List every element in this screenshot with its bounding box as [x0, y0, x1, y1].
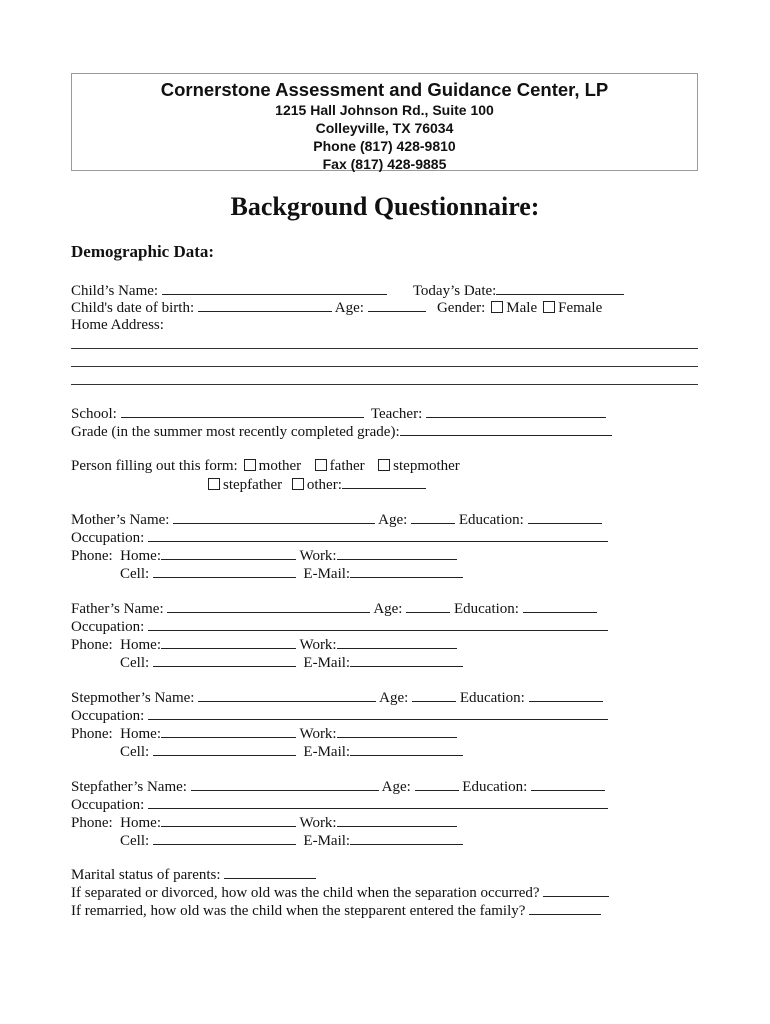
- stepmother-name-row: [71, 688, 603, 707]
- stepfather-phone-row: [71, 813, 457, 832]
- father-occupation-row: [71, 617, 608, 636]
- stepmother-age-field[interactable]: [412, 688, 456, 702]
- male-checkbox[interactable]: [491, 301, 503, 313]
- mother-education-label: Education:: [458, 512, 524, 528]
- stepmother-name-field[interactable]: [198, 688, 376, 702]
- father-name-label: Father’s Name:: [71, 601, 164, 617]
- mother-option: mother: [258, 458, 302, 474]
- other-checkbox[interactable]: [292, 478, 304, 490]
- person-filling-row-2: [202, 475, 426, 494]
- mother-email-label: E-Mail:: [303, 566, 351, 582]
- mother-cell-field[interactable]: [153, 564, 296, 578]
- teacher-label: Teacher:: [370, 406, 423, 422]
- father-work-label: Work:: [299, 637, 337, 653]
- mother-name-field[interactable]: [173, 510, 375, 524]
- stepfather-name-row: [71, 777, 605, 796]
- person-filling-row: [71, 457, 460, 475]
- dob-row: [71, 298, 602, 317]
- grade-row: [71, 422, 612, 441]
- mother-cell-label: Cell:: [120, 566, 150, 582]
- school-label: School:: [71, 406, 117, 422]
- father-education-field[interactable]: [523, 599, 597, 613]
- mother-occupation-field[interactable]: [148, 528, 608, 542]
- child-name-label: Child’s Name:: [71, 283, 159, 299]
- father-cell-label: Cell:: [120, 655, 150, 671]
- stepmother-occupation-row: [71, 706, 608, 725]
- letterhead: [71, 73, 698, 171]
- other-option: other:: [306, 477, 342, 493]
- father-name-field[interactable]: [167, 599, 370, 613]
- address-line-2[interactable]: [71, 366, 698, 367]
- mother-occupation-row: [71, 528, 608, 547]
- stepfather-age-label: Age:: [381, 779, 411, 795]
- stepmother-home-label: Phone: Home:: [71, 726, 161, 742]
- fax-number: Fax (817) 428-9885: [322, 156, 447, 172]
- father-option: father: [329, 458, 365, 474]
- stepmother-occupation-field[interactable]: [148, 706, 608, 720]
- age-field[interactable]: [368, 298, 426, 312]
- mother-age-field[interactable]: [411, 510, 455, 524]
- stepfather-occupation-field[interactable]: [148, 795, 608, 809]
- father-work-field[interactable]: [337, 635, 457, 649]
- stepmother-checkbox[interactable]: [378, 459, 390, 471]
- mother-home-field[interactable]: [161, 546, 296, 560]
- stepmother-email-label: E-Mail:: [303, 744, 351, 760]
- todays-date-field[interactable]: [496, 281, 624, 295]
- father-email-field[interactable]: [350, 653, 463, 667]
- father-phone-row: [71, 635, 457, 654]
- stepfather-cell-label: Cell:: [120, 833, 150, 849]
- grade-label: Grade (in the summer most recently completed grade):: [71, 424, 400, 440]
- mother-name-label: Mother’s Name:: [71, 512, 170, 528]
- stepfather-cell-field[interactable]: [153, 831, 296, 845]
- stepmother-education-label: Education:: [459, 690, 525, 706]
- mother-cell-row: [120, 564, 463, 583]
- father-education-label: Education:: [453, 601, 519, 617]
- dob-label: Child's date of birth:: [71, 300, 195, 316]
- section-heading-demographic: Demographic Data:: [71, 242, 215, 261]
- female-checkbox[interactable]: [543, 301, 555, 313]
- stepfather-age-field[interactable]: [415, 777, 459, 791]
- teacher-field[interactable]: [426, 404, 606, 418]
- stepfather-cell-row: [120, 831, 463, 850]
- father-age-field[interactable]: [406, 599, 450, 613]
- stepmother-occupation-label: Occupation:: [71, 708, 145, 724]
- person-filling-label: Person filling out this form:: [71, 458, 238, 474]
- stepfather-occupation-label: Occupation:: [71, 797, 145, 813]
- mother-home-label: Phone: Home:: [71, 548, 161, 564]
- organization-name: Cornerstone Assessment and Guidance Center, LP: [160, 79, 609, 100]
- stepmother-email-field[interactable]: [350, 742, 463, 756]
- stepmother-work-label: Work:: [299, 726, 337, 742]
- stepmother-option: stepmother: [393, 458, 460, 474]
- marital-status-label: Marital status of parents:: [71, 867, 221, 883]
- stepfather-education-label: Education:: [462, 779, 528, 795]
- other-field[interactable]: [342, 475, 426, 489]
- stepfather-work-field[interactable]: [337, 813, 457, 827]
- father-occupation-label: Occupation:: [71, 619, 145, 635]
- school-row: [71, 404, 606, 423]
- stepmother-education-field[interactable]: [529, 688, 603, 702]
- stepfather-email-label: E-Mail:: [303, 833, 351, 849]
- stepfather-education-field[interactable]: [531, 777, 605, 791]
- remarried-age-field[interactable]: [529, 901, 601, 915]
- stepfather-home-label: Phone: Home:: [71, 815, 161, 831]
- father-name-row: [71, 599, 597, 618]
- stepmother-name-label: Stepmother’s Name:: [71, 690, 195, 706]
- separation-age-label: If separated or divorced, how old was the child when the separation occurred?: [71, 885, 540, 901]
- stepfather-home-field[interactable]: [161, 813, 296, 827]
- street-address: 1215 Hall Johnson Rd., Suite 100: [275, 102, 494, 118]
- stepfather-occupation-row: [71, 795, 608, 814]
- mother-education-field[interactable]: [528, 510, 602, 524]
- father-home-label: Phone: Home:: [71, 637, 161, 653]
- male-label: Male: [506, 300, 538, 316]
- page-title: Background Questionnaire:: [230, 192, 540, 221]
- stepfather-work-label: Work:: [299, 815, 337, 831]
- stepfather-option: stepfather: [223, 477, 283, 493]
- stepmother-home-field[interactable]: [161, 724, 296, 738]
- stepmother-age-label: Age:: [379, 690, 409, 706]
- female-label: Female: [558, 300, 603, 316]
- school-field[interactable]: [121, 404, 364, 418]
- stepfather-name-label: Stepfather’s Name:: [71, 779, 187, 795]
- home-address-label: Home Address:: [71, 317, 164, 333]
- dob-field[interactable]: [198, 298, 332, 312]
- mother-email-field[interactable]: [350, 564, 463, 578]
- father-home-field[interactable]: [161, 635, 296, 649]
- todays-date-label: Today’s Date:: [412, 283, 497, 299]
- remarried-age-label: If remarried, how old was the child when the stepparent entered the family?: [71, 903, 526, 919]
- child-name-field[interactable]: [162, 281, 387, 295]
- stepmother-cell-field[interactable]: [153, 742, 296, 756]
- stepfather-checkbox[interactable]: [208, 478, 220, 490]
- marital-status-field[interactable]: [224, 865, 316, 879]
- stepfather-email-field[interactable]: [350, 831, 463, 845]
- stepfather-name-field[interactable]: [191, 777, 379, 791]
- mother-work-label: Work:: [299, 548, 337, 564]
- phone-number: Phone (817) 428-9810: [313, 138, 456, 154]
- stepmother-work-field[interactable]: [337, 724, 457, 738]
- mother-checkbox[interactable]: [244, 459, 256, 471]
- separation-age-field[interactable]: [543, 883, 609, 897]
- father-checkbox[interactable]: [315, 459, 327, 471]
- mother-name-row: [71, 510, 602, 529]
- stepmother-cell-label: Cell:: [120, 744, 150, 760]
- city-state-zip: Colleyville, TX 76034: [315, 120, 454, 136]
- address-line-1[interactable]: [71, 348, 698, 349]
- father-cell-field[interactable]: [153, 653, 296, 667]
- father-email-label: E-Mail:: [303, 655, 351, 671]
- mother-work-field[interactable]: [337, 546, 457, 560]
- mother-phone-row: [71, 546, 457, 565]
- father-age-label: Age:: [373, 601, 403, 617]
- mother-occupation-label: Occupation:: [71, 530, 145, 546]
- address-line-3[interactable]: [71, 384, 698, 385]
- age-label: Age:: [334, 300, 364, 316]
- mother-age-label: Age:: [378, 512, 408, 528]
- stepmother-cell-row: [120, 742, 463, 761]
- grade-field[interactable]: [400, 422, 612, 436]
- father-cell-row: [120, 653, 463, 672]
- father-occupation-field[interactable]: [148, 617, 608, 631]
- separation-age-row: [71, 883, 609, 902]
- marital-status-row: [71, 865, 316, 884]
- gender-label: Gender:: [436, 300, 486, 316]
- remarried-age-row: [71, 901, 601, 920]
- stepmother-phone-row: [71, 724, 457, 743]
